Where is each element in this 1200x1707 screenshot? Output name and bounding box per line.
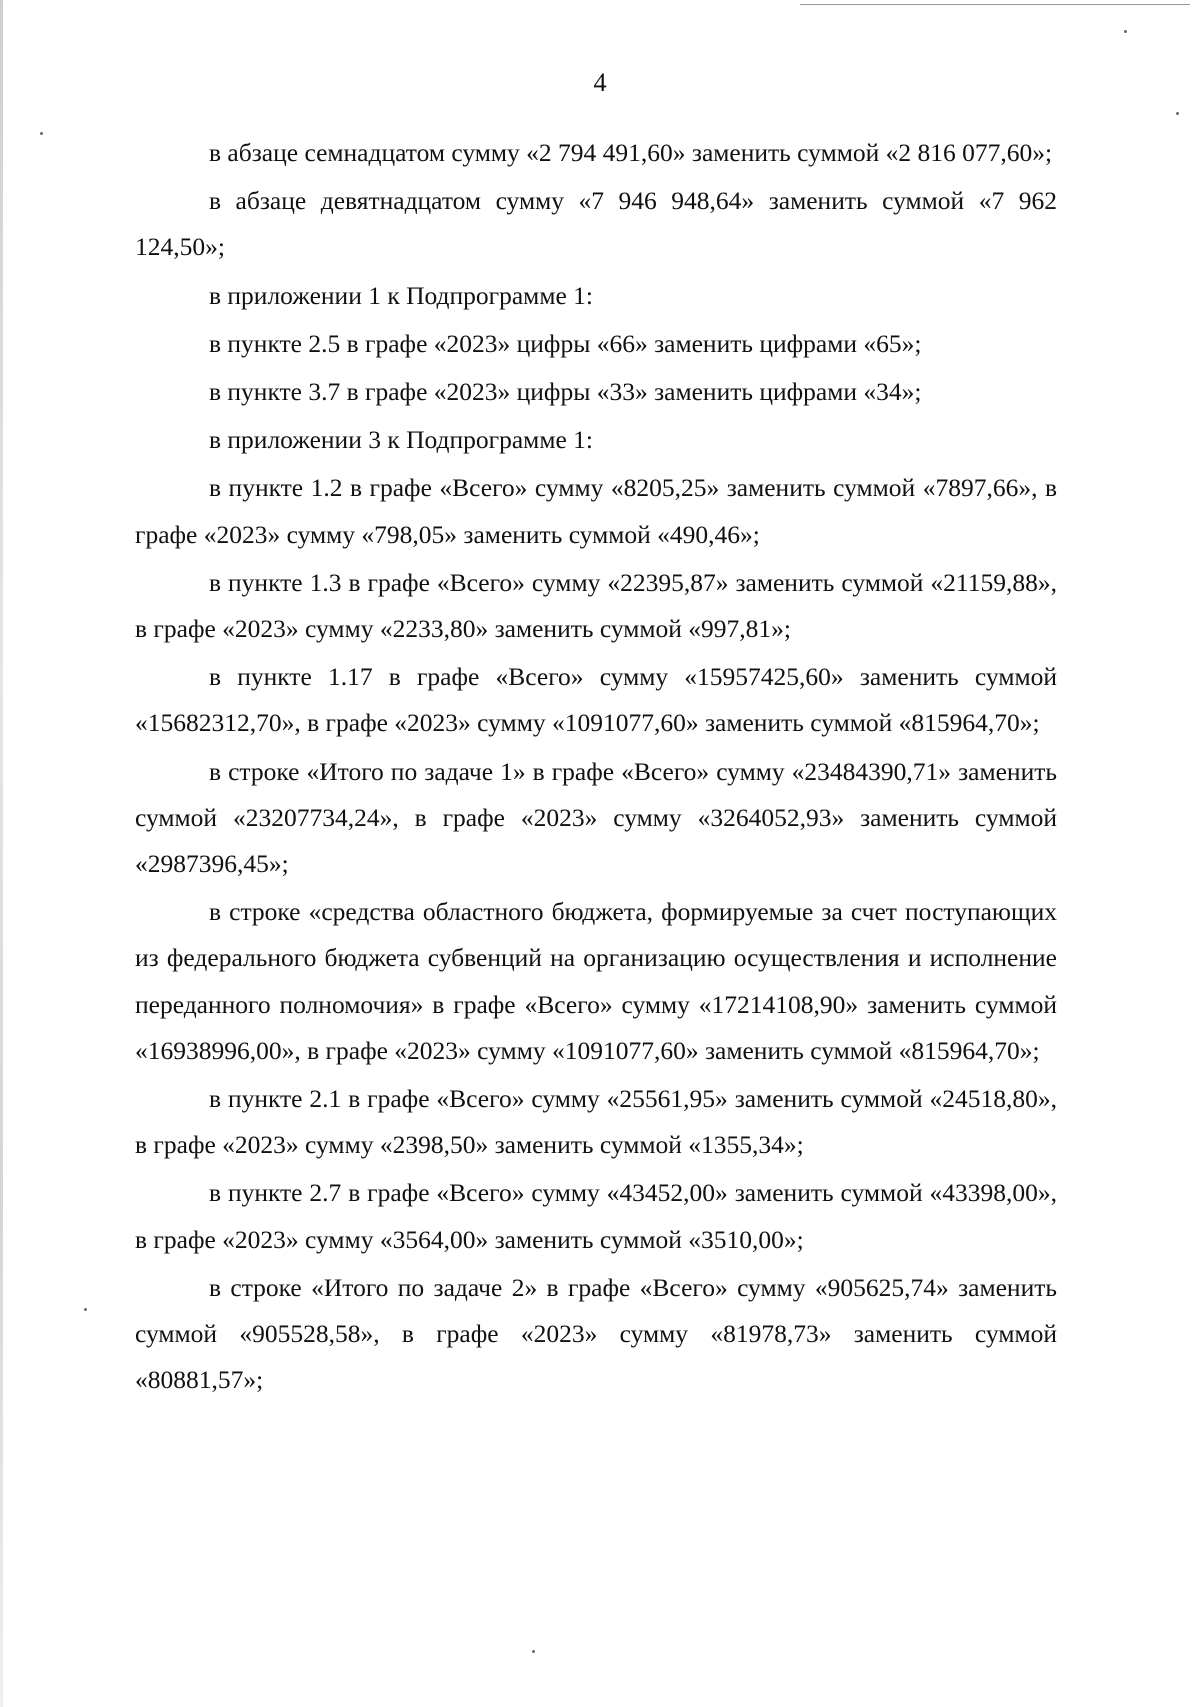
paragraph: в абзаце девятнадцатом сумму «7 946 948,64» заменить суммой «7 962 124,50»;	[135, 186, 1057, 262]
scan-left-edge	[0, 0, 3, 1707]
paragraph: в абзаце семнадцатом сумму «2 794 491,60» заменить суммой «2 816 077,60»;	[209, 138, 1053, 167]
scan-speck	[1176, 112, 1179, 115]
paragraph: в пункте 3.7 в графе «2023» цифры «33» заменить цифрами «34»;	[209, 377, 922, 407]
paragraph: в пункте 1.2 в графе «Всего» сумму «8205,25» заменить суммой «7897,66», в графе «2023» сумму «798,05» заменить суммой «490,46»;	[135, 473, 1057, 549]
paragraph: в строке «средства областного бюджета, формируемые за счет поступающих из федерального бюджета субвенций на организацию осуществления и исполнение переданного полномочия» в графе «Всего» сумму «17214108,90» заменить суммой «16938996,00», в графе «2023» сумму «1091077,60» заменить суммой «815964,70»;	[135, 897, 1057, 1065]
paragraph: в пункте 2.5 в графе «2023» цифры «66» заменить цифрами «65»;	[209, 328, 922, 358]
paragraph: в приложении 1 к Подпрограмме 1:	[209, 280, 593, 310]
paragraph: в строке «Итого по задаче 2» в графе «Всего» сумму «905625,74» заменить суммой «905528,58», в графе «2023» сумму «81978,73» заменить суммой «80881,57»;	[135, 1272, 1057, 1395]
scan-speck	[84, 1308, 87, 1311]
paragraph: в приложении 3 к Подпрограмме 1:	[209, 425, 593, 455]
scan-speck	[1124, 30, 1127, 33]
scan-speck	[532, 1650, 535, 1653]
paragraph: в пункте 1.17 в графе «Всего» сумму «15957425,60» заменить суммой «15682312,70», в графе «2023» сумму «1091077,60» заменить суммой «815964,70»;	[135, 662, 1057, 738]
paragraph: в пункте 1.3 в графе «Всего» сумму «22395,87» заменить суммой «21159,88», в графе «2023» сумму «2233,80» заменить суммой «997,81»;	[135, 567, 1057, 644]
paragraph: в пункте 2.1 в графе «Всего» сумму «25561,95» заменить суммой «24518,80», в графе «2023» сумму «2398,50» заменить суммой «1355,34»;	[135, 1084, 1057, 1160]
document-body	[135, 130, 1057, 1405]
scan-speck	[40, 132, 43, 135]
page-number: 4	[593, 68, 607, 97]
paragraph: в строке «Итого по задаче 1» в графе «Всего» сумму «23484390,71» заменить суммой «23207734,24», в графе «2023» сумму «3264052,93» заменить суммой «2987396,45»;	[135, 756, 1057, 879]
paragraph: в пункте 2.7 в графе «Всего» сумму «43452,00» заменить суммой «43398,00», в графе «2023» сумму «3564,00» заменить суммой «3510,00»;	[135, 1178, 1057, 1254]
scan-top-border	[800, 4, 1190, 5]
